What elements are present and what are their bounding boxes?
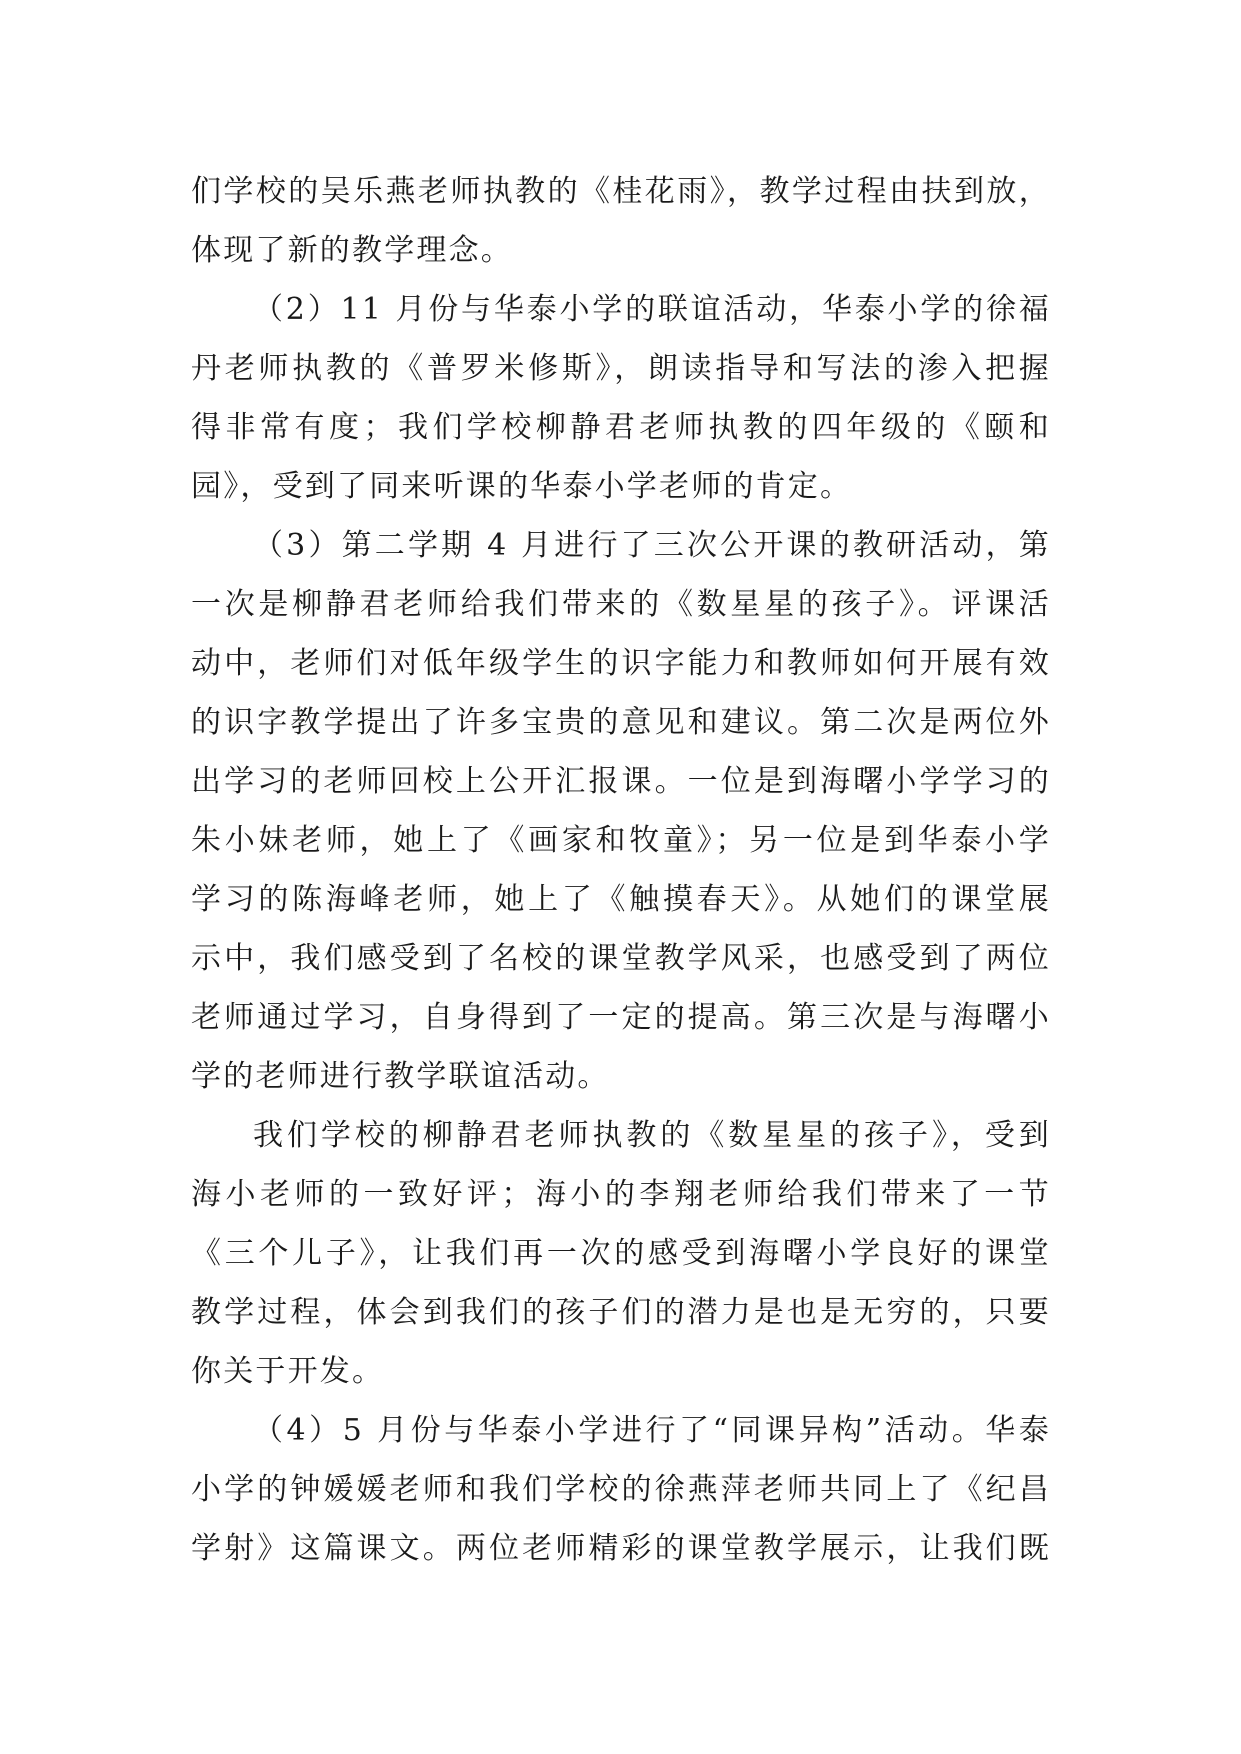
text-line: 学的老师进行教学联谊活动。 bbox=[191, 1059, 610, 1094]
text-line: （2）11 月份与华泰小学的联谊活动，华泰小学的徐福 bbox=[253, 292, 1051, 327]
text-line: 学射》这篇课文。两位老师精彩的课堂教学展示，让我们既 bbox=[191, 1531, 1051, 1566]
body-text bbox=[191, 162, 1051, 1578]
text-line: 海小老师的一致好评；海小的李翔老师给我们带来了一节 bbox=[191, 1177, 1051, 1212]
text-line: 教学过程，体会到我们的孩子们的潜力是也是无穷的，只要 bbox=[191, 1295, 1051, 1330]
text-line: （4）5 月份与华泰小学进行了“同课异构”活动。华泰 bbox=[253, 1413, 1051, 1448]
text-line: 的识字教学提出了许多宝贵的意见和建议。第二次是两位外 bbox=[191, 705, 1051, 740]
text-line: 《三个儿子》，让我们再一次的感受到海曙小学良好的课堂 bbox=[191, 1236, 1051, 1271]
text-line: 我们学校的柳静君老师执教的《数星星的孩子》，受到 bbox=[253, 1118, 1051, 1153]
text-line: 体现了新的教学理念。 bbox=[191, 233, 513, 268]
text-line: 动中，老师们对低年级学生的识字能力和教师如何开展有效 bbox=[191, 646, 1051, 681]
text-line: 朱小妹老师，她上了《画家和牧童》；另一位是到华泰小学 bbox=[191, 823, 1051, 858]
text-line: 丹老师执教的《普罗米修斯》，朗读指导和写法的渗入把握 bbox=[191, 351, 1051, 386]
text-line: 学习的陈海峰老师，她上了《触摸春天》。从她们的课堂展 bbox=[191, 882, 1051, 917]
text-line: 们学校的吴乐燕老师执教的《桂花雨》，教学过程由扶到放， bbox=[191, 174, 1051, 209]
text-line: 一次是柳静君老师给我们带来的《数星星的孩子》。评课活 bbox=[191, 587, 1051, 622]
text-line: 出学习的老师回校上公开汇报课。一位是到海曙小学学习的 bbox=[191, 764, 1051, 799]
text-line: 老师通过学习，自身得到了一定的提高。第三次是与海曙小 bbox=[191, 1000, 1051, 1035]
text-line: 小学的钟媛媛老师和我们学校的徐燕萍老师共同上了《纪昌 bbox=[191, 1472, 1051, 1507]
text-line: 得非常有度；我们学校柳静君老师执教的四年级的《颐和 bbox=[191, 410, 1051, 445]
text-line: 示中，我们感受到了名校的课堂教学风采，也感受到了两位 bbox=[191, 941, 1051, 976]
text-line: （3）第二学期 4 月进行了三次公开课的教研活动，第 bbox=[253, 528, 1051, 563]
text-line: 你关于开发。 bbox=[191, 1354, 385, 1389]
text-line: 园》，受到了同来听课的华泰小学老师的肯定。 bbox=[191, 469, 853, 504]
